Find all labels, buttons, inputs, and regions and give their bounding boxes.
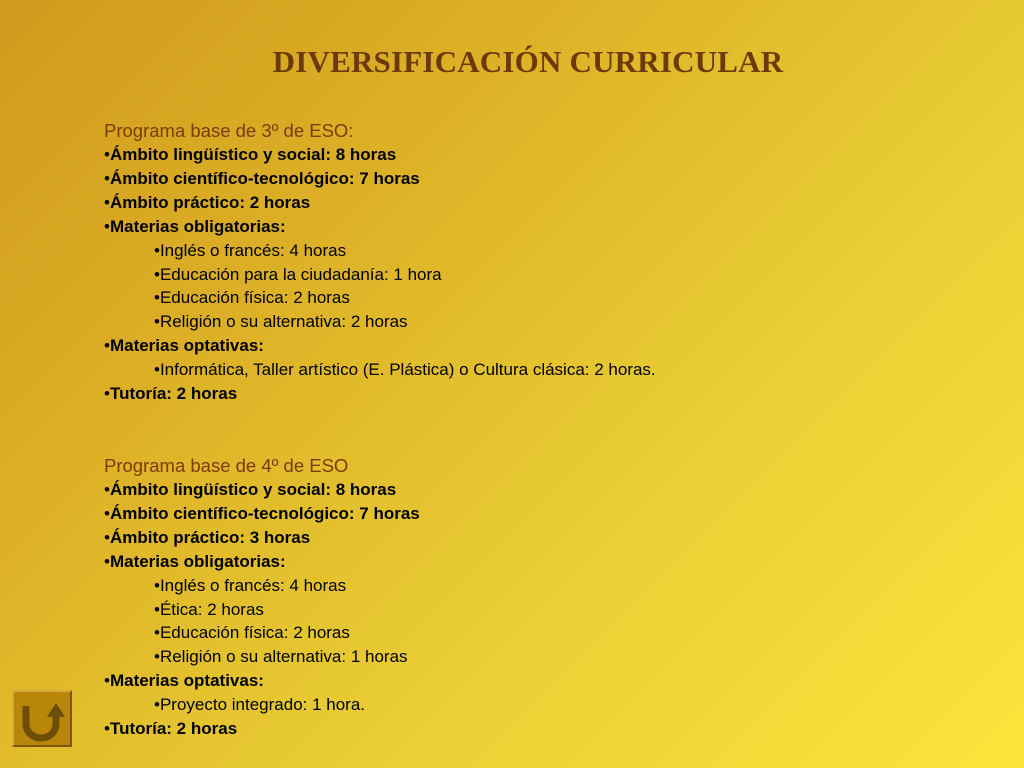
bullet: • [104,671,110,691]
sub-list-item [104,239,964,263]
program-section-4eso [104,454,964,741]
bullet: • [104,145,110,164]
list-item-text: Informática, Taller artístico (E. Plástica) o Cultura clásica: 2 horas. [159,360,656,380]
bullet: • [154,599,160,619]
bullet: • [154,240,160,260]
list-item-text: Ámbito práctico: 2 horas [109,192,311,212]
list-item-text: Ámbito lingüístico y social: 8 horas [109,145,397,164]
return-button[interactable] [12,690,72,747]
list-item [104,669,964,693]
sub-list-item [104,358,964,382]
list-item [104,215,964,239]
list-item-text: Inglés o francés: 4 horas [159,575,347,595]
bullet: • [154,695,160,715]
section-lines [104,143,964,406]
list-item-text: Ámbito lingüístico y social: 8 horas [109,479,397,499]
list-item-text: Inglés o francés: 4 horas [159,240,347,260]
list-item-text: Materias obligatorias: [109,551,286,571]
section-lines [104,478,964,741]
u-turn-return-icon [14,692,70,745]
list-item-text: Tutoría: 2 horas [109,719,238,739]
bullet: • [104,192,110,212]
sub-list-item [104,598,964,622]
sub-list-item [104,621,964,645]
bullet: • [104,384,110,404]
bullet: • [154,647,160,667]
list-item-text: Materias optativas: [109,336,264,356]
list-item-text: Educación física: 2 horas [159,288,350,308]
bullet: • [104,479,110,499]
list-item-text: Ética: 2 horas [159,599,264,619]
bullet: • [104,551,110,571]
sub-list-item [104,645,964,669]
list-item-text: Ámbito científico-tecnológico: 7 horas [109,168,420,188]
list-item-text: Educación física: 2 horas [159,623,350,643]
sub-list-item [104,286,964,310]
bullet: • [154,623,160,643]
list-item [104,717,964,741]
list-item [104,502,964,526]
list-item [104,334,964,358]
list-item-text: Educación para la ciudadanía: 1 hora [159,264,442,284]
list-item-text: Ámbito práctico: 3 horas [109,527,311,547]
list-item-text: Ámbito científico-tecnológico: 7 horas [109,503,420,523]
bullet: • [154,264,160,284]
slide-title: DIVERSIFICACIÓN CURRICULAR [272,44,784,79]
list-item [104,382,964,406]
bullet: • [104,168,110,188]
list-item [104,526,964,550]
bullet: • [104,527,110,547]
bullet: • [104,719,110,739]
sub-list-item [104,310,964,334]
list-item [104,143,964,167]
bullet: • [154,575,160,595]
list-item [104,191,964,215]
sub-list-item [104,574,964,598]
sub-list-item [104,263,964,287]
list-item-text: Religión o su alternativa: 2 horas [159,312,408,332]
list-item-text: Tutoría: 2 horas [109,384,238,404]
bullet: • [154,288,160,308]
list-item [104,478,964,502]
program-section-3eso [104,119,964,406]
bullet: • [104,503,110,523]
bullet: • [154,360,160,380]
section-heading: Programa base de 4º de ESO [104,454,349,476]
list-item-text: Materias obligatorias: [109,216,286,236]
bullet: • [104,336,110,356]
sub-list-item [104,693,964,717]
list-item-text: Materias optativas: [109,671,264,691]
list-item [104,550,964,574]
slide-content [104,119,964,741]
section-heading: Programa base de 3º de ESO: [104,120,354,141]
bullet: • [154,312,160,332]
list-item [104,167,964,191]
list-item-text: Proyecto integrado: 1 hora. [159,695,366,715]
bullet: • [104,216,110,236]
list-item-text: Religión o su alternativa: 1 horas [159,647,408,667]
